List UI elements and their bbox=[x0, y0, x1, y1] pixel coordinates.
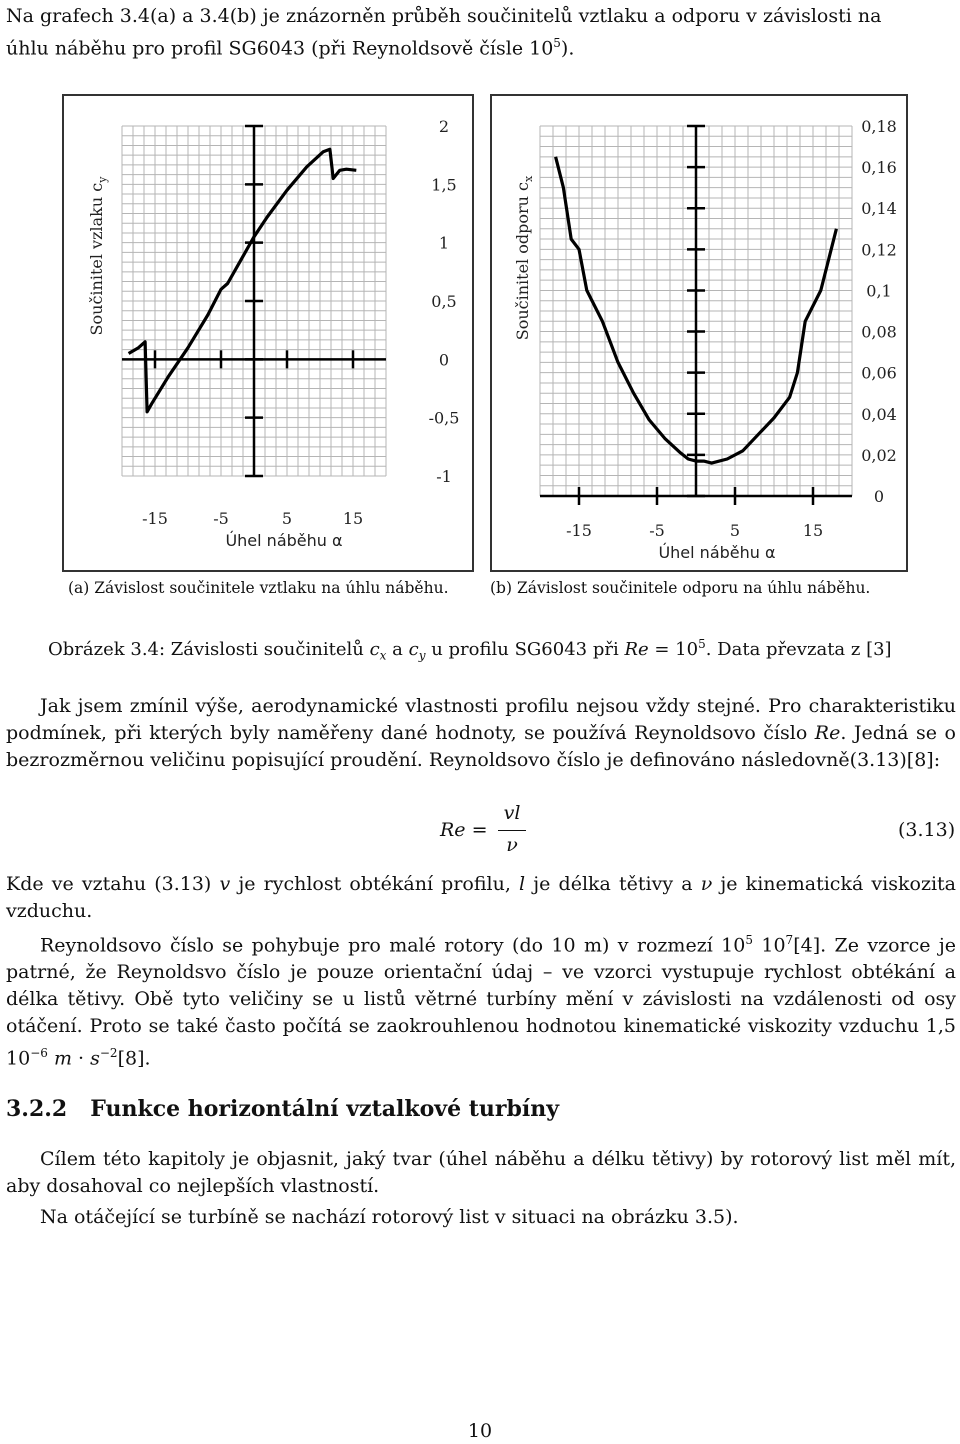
y-tick-label: 0,5 bbox=[431, 292, 457, 311]
y-tick-label: 0,14 bbox=[861, 199, 897, 219]
y-tick-label: 0,18 bbox=[861, 117, 897, 136]
y-tick-label: 0 bbox=[873, 487, 885, 506]
data-line bbox=[129, 149, 357, 412]
x-tick-label: -5 bbox=[649, 521, 665, 540]
y-axis-label: Součinitel vzlaku $c_y$ bbox=[87, 176, 109, 336]
y-tick-label: 0,12 bbox=[861, 240, 897, 260]
x-tick-label: 15 bbox=[802, 521, 824, 540]
x-tick-label: 15 bbox=[342, 509, 364, 528]
section-heading: 3.2.2 Funkce horizontální vztalkové turbíny bbox=[6, 1096, 559, 1122]
x-tick-label: 5 bbox=[281, 509, 293, 528]
paragraph-chapter-goal: Cílem této kapitoly je objasnit, jaký tvar (úhel náběhu a délku tětivy) by rotorový list měl mít, aby dosahoval co nejlepších vlastností. bbox=[6, 1148, 956, 1197]
y-tick-label: 0 bbox=[438, 350, 450, 370]
page-number: 10 bbox=[467, 1420, 493, 1442]
x-axis-label: Úhel náběhu α bbox=[225, 531, 343, 550]
x-tick-label: 5 bbox=[729, 521, 741, 540]
y-tick-label: 0,08 bbox=[861, 322, 897, 342]
chart-b-frame bbox=[490, 94, 908, 572]
y-tick-label: 0,1 bbox=[866, 281, 892, 301]
fraction-bar bbox=[498, 830, 526, 831]
figure-caption: Obrázek 3.4: Závislosti součinitelů $c_x$ a $c_y$ u profilu SG6043 při $Re = 10^5$. Data převzata z [3] bbox=[48, 637, 892, 663]
x-tick-label: -15 bbox=[566, 521, 592, 540]
chart-b-drag bbox=[492, 96, 906, 570]
equation-denominator: ν bbox=[506, 834, 518, 856]
y-axis-label: Součinitel odporu $c_x$ bbox=[513, 175, 535, 341]
y-tick-label: 1,5 bbox=[431, 175, 457, 195]
caption-a: (a) Závislost součinitele vztlaku na úhlu náběhu. bbox=[68, 579, 449, 597]
equation-number: (3.13) bbox=[898, 819, 956, 841]
paragraph-figure-reference: Na otáčející se turbíně se nachází rotorový list v situaci na obrázku 3.5). bbox=[40, 1206, 739, 1228]
x-tick-label: -5 bbox=[213, 509, 229, 528]
paragraph-reynolds-range: Reynoldsovo číslo se pohybuje pro malé rotory (do 10 m) v rozmezí $10^5$ $10^7[4]$. Ze vzorce je patrné, že Reynoldsvo číslo je pouze orientační údaj – ve vzorci vystupuje rychlost obtékání a délka tětivy. Obě tyto veličiny se u listů větrné turbíny mění v závislosti na vzdálenosti od osy otáčení. Proto se také často počítá se zaokrouhlenou hodnotou kinematické viskozity vzduchu 1,5 $10^{-6}$ $m \cdot s^{-2}[8]$. bbox=[6, 933, 957, 1070]
intro-line-2: úhlu náběhu pro profil SG6043 (při Reynoldsově čísle $10^5$). bbox=[6, 36, 575, 60]
intro-line-1: Na grafech 3.4(a) a 3.4(b) je znázorněn průběh součinitelů vztlaku a odporu v závislosti na bbox=[6, 5, 882, 27]
y-tick-label: 2 bbox=[438, 117, 450, 136]
y-tick-label: -0,5 bbox=[428, 408, 460, 428]
y-tick-label: 0,02 bbox=[861, 445, 897, 465]
x-axis-label: Úhel náběhu α bbox=[658, 543, 776, 562]
y-tick-label: 0,04 bbox=[861, 404, 897, 424]
equation-lhs: Re = bbox=[440, 819, 488, 841]
chart-a-lift bbox=[64, 96, 472, 570]
equation-numerator: vl bbox=[503, 802, 521, 824]
paragraph-equation-explanation: Kde ve vztahu (3.13) v je rychlost obtékání profilu, l je délka tětivy a ν je kinematická viskozita vzduchu. bbox=[6, 873, 956, 922]
y-tick-label: 1 bbox=[438, 233, 450, 253]
y-tick-label: -1 bbox=[436, 467, 452, 486]
chart-a-frame bbox=[62, 94, 474, 572]
paragraph-reynolds-intro: Jak jsem zmínil výše, aerodynamické vlastnosti profilu nejsou vždy stejné. Pro charakteristiku podmínek, při kterých byly naměřeny dané hodnoty, se používá Reynoldsovo číslo Re. Jedná se o bezrozměrnou veličinu popisující proudění. Reynoldsovo číslo je definováno následovně(3.13)[8]: bbox=[6, 695, 956, 771]
x-tick-label: -15 bbox=[142, 509, 168, 528]
y-tick-label: 0,16 bbox=[861, 158, 897, 178]
y-tick-label: 0,06 bbox=[861, 363, 897, 383]
caption-b: (b) Závislost součinitele odporu na úhlu náběhu. bbox=[490, 579, 871, 597]
